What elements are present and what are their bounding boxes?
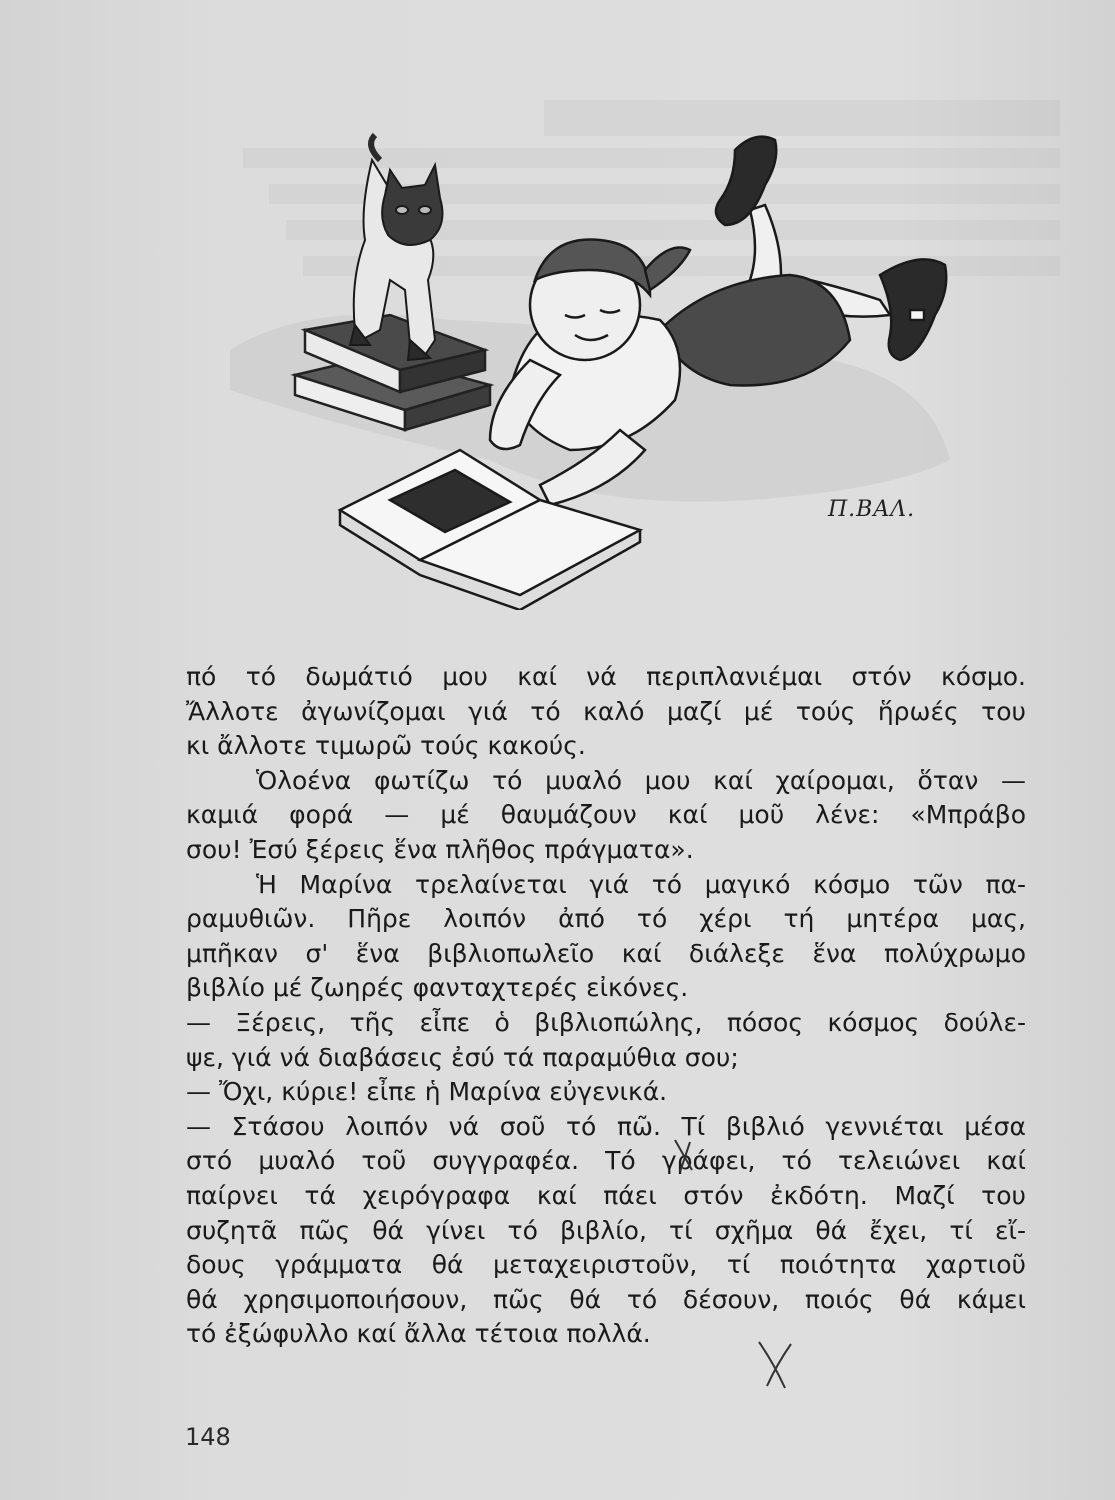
body-text	[186, 660, 1026, 1352]
text-line: μπῆκαν σ' ἕνα βιβλιοπωλεῖο καί διάλεξε ἕνα πολύχρωμο	[186, 938, 1026, 968]
text-line: στό μυαλό τοῦ συγγραφέα. Τό γράφει, τό τελειώνει καί	[186, 1146, 1026, 1176]
text-line: — Στάσου λοιπόν νά σοῦ τό πῶ. Τί βιβλιό γεννιέται μέσα	[186, 1111, 1026, 1141]
illustrator-signature: Π.ΒΑΛ.	[828, 497, 916, 522]
text-line: θά χρησιμοποιήσουν, πῶς θά τό δέσουν, ποιός θά κάμει	[186, 1284, 1026, 1314]
text-line: ραμυθιῶν. Πῆρε λοιπόν ἀπό τό χέρι τή μητέρα μας,	[186, 904, 1026, 934]
text-line: ψε, γιά νά διαβάσεις ἐσύ τά παραμύθια σου;	[186, 1042, 739, 1072]
text-line: κι ἄλλοτε τιμωρῶ τούς κακούς.	[186, 731, 586, 761]
text-line: δους γράμματα θά μεταχειριστοῦν, τί ποιότητα χαρτιοῦ	[186, 1250, 1026, 1280]
text-line: βιβλίο μέ ζωηρές φανταχτερές εἰκόνες.	[186, 973, 689, 1003]
text-line: Ἄλλοτε ἀγωνίζομαι γιά τό καλό μαζί μέ τούς ἥρωές του	[186, 696, 1026, 726]
text-line: σου! Ἐσύ ξέρεις ἕνα πλῆθος πράγματα».	[186, 834, 694, 864]
text-line: συζητᾶ πῶς θά γίνει τό βιβλίο, τί σχῆμα θά ἔχει, τί εἴ-	[186, 1215, 1026, 1245]
text-line: πό τό δωμάτιό μου καί νά περιπλανιέμαι στόν κόσμο.	[186, 662, 1026, 691]
text-line: — Ξέρεις, τῆς εἶπε ὁ βιβλιοπώλης, πόσος κόσμος δούλε-	[186, 1007, 1026, 1037]
girl-reading-with-cat-icon	[190, 130, 970, 610]
text-line: καμιά φορά — μέ θαυμάζουν καί μοῦ λένε: «Μπράβο	[186, 800, 1026, 830]
text-line: Ἡ Μαρίνα τρελαίνεται γιά τό μαγικό κόσμο τῶν πα-	[256, 869, 1026, 899]
page-number: 148	[185, 1423, 231, 1451]
text-line: παίρνει τά χειρόγραφα καί πάει στόν ἐκδότη. Μαζί του	[186, 1180, 1026, 1210]
text-line: Ὁλοένα φωτίζω τό μυαλό μου καί χαίρομαι, ὅταν —	[256, 765, 1026, 795]
text-line: — Ὄχι, κύριε! εἶπε ἡ Μαρίνα εὐγενικά.	[186, 1077, 668, 1107]
text-line: τό ἐξώφυλλο καί ἄλλα τέτοια πολλά.	[186, 1319, 651, 1349]
